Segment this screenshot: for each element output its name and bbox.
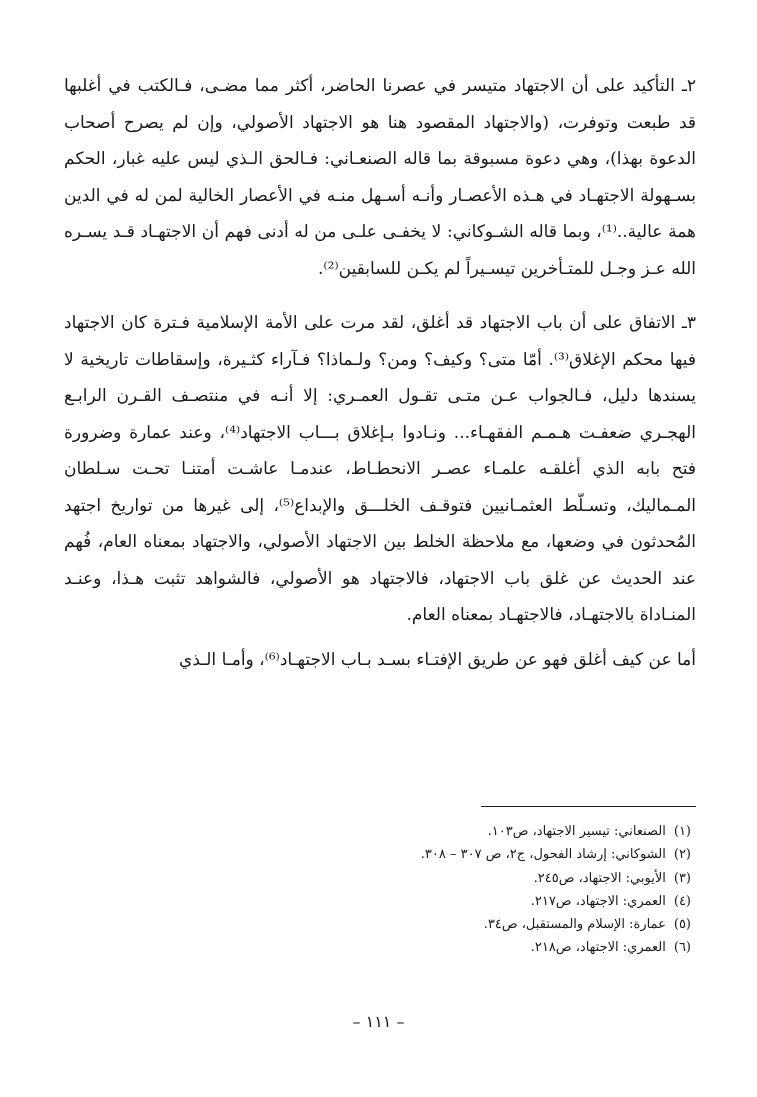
footnote-item [271, 913, 691, 936]
paragraph-2: ٢ـ التأكيد على أن الاجتهاد متيسر في عصرنا الحاضر، أكثر مما مضـى، فـالكتب في أغلبها قد طبعت وتوفرت، (والاجتهاد المقصود هنا هو الاجتهاد الأصولي، وإن لم يصرح أصحاب الدعوة بهذا)، وهي دعوة مسبوقة بما قاله الصنعـاني: فـالحق الـذي ليس عليه غبار، الحكم بسـهولة الاجتهـاد في هـذه الأعصـار وأنـه أسـهل منـه في الأعصار الخالية لمن له في الدين همة عالية..⁽¹⁾، وبما قاله الشـوكاني: لا يخفـى علـى من له أدنى فهم أن الاجتهـاد قـد يسـره الله عـز وجـل للمتـأخرين تيسـيراً لم يكـن للسابقين⁽²⁾. [64, 76, 696, 279]
footnote-number: (٢) [673, 847, 691, 863]
footnote-number: (٥) [673, 917, 691, 933]
page-number: – ١١١ – [352, 1012, 405, 1031]
footnote-text: الأيوبي: الاجتهاد، ص٢٤٥. [533, 870, 666, 886]
footnotes-list [271, 820, 691, 960]
footnote-text: الصنعاني: تيسير الاجتهاد، ص١٠٣. [487, 824, 666, 839]
footnote-item [271, 936, 691, 959]
footnote-number: (٤) [673, 893, 691, 909]
footnote-number: (١) [673, 824, 691, 839]
footnote-item [271, 843, 691, 866]
paragraph-4: أما عن كيف أغلق فهو عن طريق الإفتـاء بسـد بـاب الاجتهـاد⁽⁶⁾، وأمـا الـذي [179, 649, 696, 670]
footnote-text: عمارة: الإسلام والمستقبل، ص٣٤. [483, 917, 666, 933]
footnote-text: العمري: الاجتهاد، ص٢١٧. [530, 893, 666, 909]
footnote-text: الشوكاني: إرشاد الفحول، ج٢، ص ٣٠٧ – ٣٠٨. [420, 847, 666, 863]
footnote-number: (٦) [673, 940, 691, 956]
paragraph-3: ٣ـ الاتفاق على أن باب الاجتهاد قد أغلق، لقد مرت على الأمة الإسلامية فـترة كان الاجتهاد فيها محكم الإغلاق⁽³⁾. أمّا متى؟ وكيف؟ ومن؟ ولـماذا؟ فـآراء كثـيرة، وإسقاطات تاريخية لا يسندها دليل، فـالجواب عـن متـى تقـول العمـري: إلا أنـه في منتصـف القـرن الرابـع الهجـري ضعفـت هـمـم الفقهـاء... ونـادوا بـإغلاق بـــاب الاجتهاد⁽⁴⁾، وعند عمارة وضرورة فتح بابه الذي أغلقـه علمـاء عصـر الانحطـاط، عندمـا عاشـت أمتنـا تحـت سـلطان المـماليك، وتسـلّط العثمـانيين فتوقـف الخلـــق والإبداع⁽⁵⁾، إلى غيرها من تواريخ اجتهد المُحدثون في وضعها، مع ملاحظة الخلط بين الاجتهاد الأصولي، والاجتهاد بمعناه العام، فُهم عند الحديث عن غلق باب الاجتهاد، فالاجتهاد هو الأصولي، فالشواهد تثبت هـذا، وعنـد المنـاداة بالاجتهـاد، فالاجتهـاد بمعناه العام. [64, 313, 696, 625]
footnote-number: (٣) [673, 870, 691, 886]
footnote-item [271, 820, 691, 843]
footnote-item [271, 890, 691, 913]
footnote-item [271, 867, 691, 890]
footnote-divider [481, 806, 696, 807]
main-text [64, 68, 696, 678]
footnote-text: العمري: الاجتهاد، ص٢١٨. [530, 940, 666, 956]
